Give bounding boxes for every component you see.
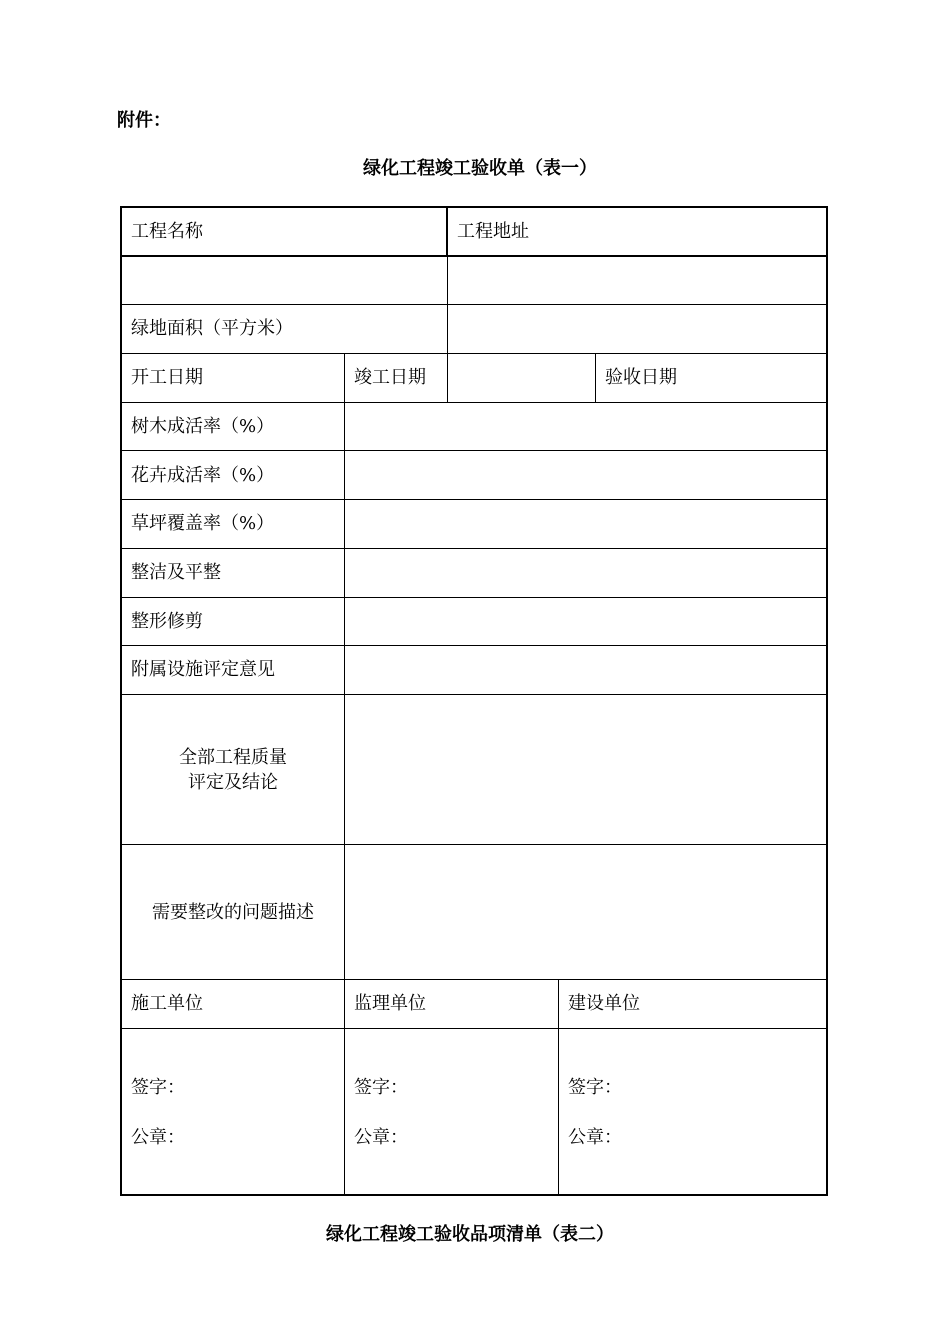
row-divider <box>122 255 826 257</box>
column-divider <box>558 979 559 1194</box>
cleanliness-label: 整洁及平整 <box>131 562 221 583</box>
green-area-label: 绿地面积（平方米） <box>131 318 293 339</box>
pruning-label: 整形修剪 <box>131 611 203 632</box>
row-divider <box>122 402 826 403</box>
acceptance-date-label: 验收日期 <box>605 367 677 388</box>
facilities-opinion-label: 附属设施评定意见 <box>131 659 275 680</box>
flower-survival-label: 花卉成活率（%） <box>131 465 275 486</box>
project-name-label: 工程名称 <box>131 221 203 242</box>
construction-unit-label: 施工单位 <box>131 993 203 1014</box>
supervision-unit-label: 监理单位 <box>354 993 426 1014</box>
acceptance-form-table <box>120 206 828 1196</box>
project-address-label: 工程地址 <box>457 221 529 242</box>
owner-seal-label: 公章： <box>568 1127 622 1148</box>
construction-seal-label: 公章： <box>131 1127 185 1148</box>
supervision-sign-label: 签字： <box>354 1077 408 1098</box>
row-divider <box>122 979 826 980</box>
completion-date-label: 竣工日期 <box>354 367 426 388</box>
owner-sign-label: 签字： <box>568 1077 622 1098</box>
column-divider <box>595 353 596 402</box>
row-divider <box>122 694 826 695</box>
start-date-label: 开工日期 <box>131 367 203 388</box>
overall-quality-label-line1: 全部工程质量 <box>179 747 287 768</box>
row-divider <box>122 548 826 549</box>
lawn-coverage-label: 草坪覆盖率（%） <box>131 513 275 534</box>
row-divider <box>122 499 826 500</box>
column-divider <box>344 353 345 1194</box>
row-divider <box>122 450 826 451</box>
form-title: 绿化工程竣工验收单（表一） <box>363 158 597 179</box>
construction-sign-label: 签字： <box>131 1077 185 1098</box>
row-divider <box>122 597 826 598</box>
row-divider <box>122 844 826 845</box>
row-divider <box>122 1028 826 1029</box>
supervision-seal-label: 公章： <box>354 1127 408 1148</box>
row-divider <box>122 304 826 305</box>
issues-label: 需要整改的问题描述 <box>152 902 314 923</box>
row-divider <box>122 645 826 646</box>
column-divider <box>446 208 448 255</box>
overall-quality-label-line2: 评定及结论 <box>188 772 278 793</box>
owner-unit-label: 建设单位 <box>568 993 640 1014</box>
row-divider <box>122 353 826 354</box>
attachment-label: 附件： <box>117 110 171 131</box>
tree-survival-label: 树木成活率（%） <box>131 416 275 437</box>
column-divider <box>447 255 448 402</box>
next-table-title: 绿化工程竣工验收品项清单（表二） <box>326 1224 614 1245</box>
